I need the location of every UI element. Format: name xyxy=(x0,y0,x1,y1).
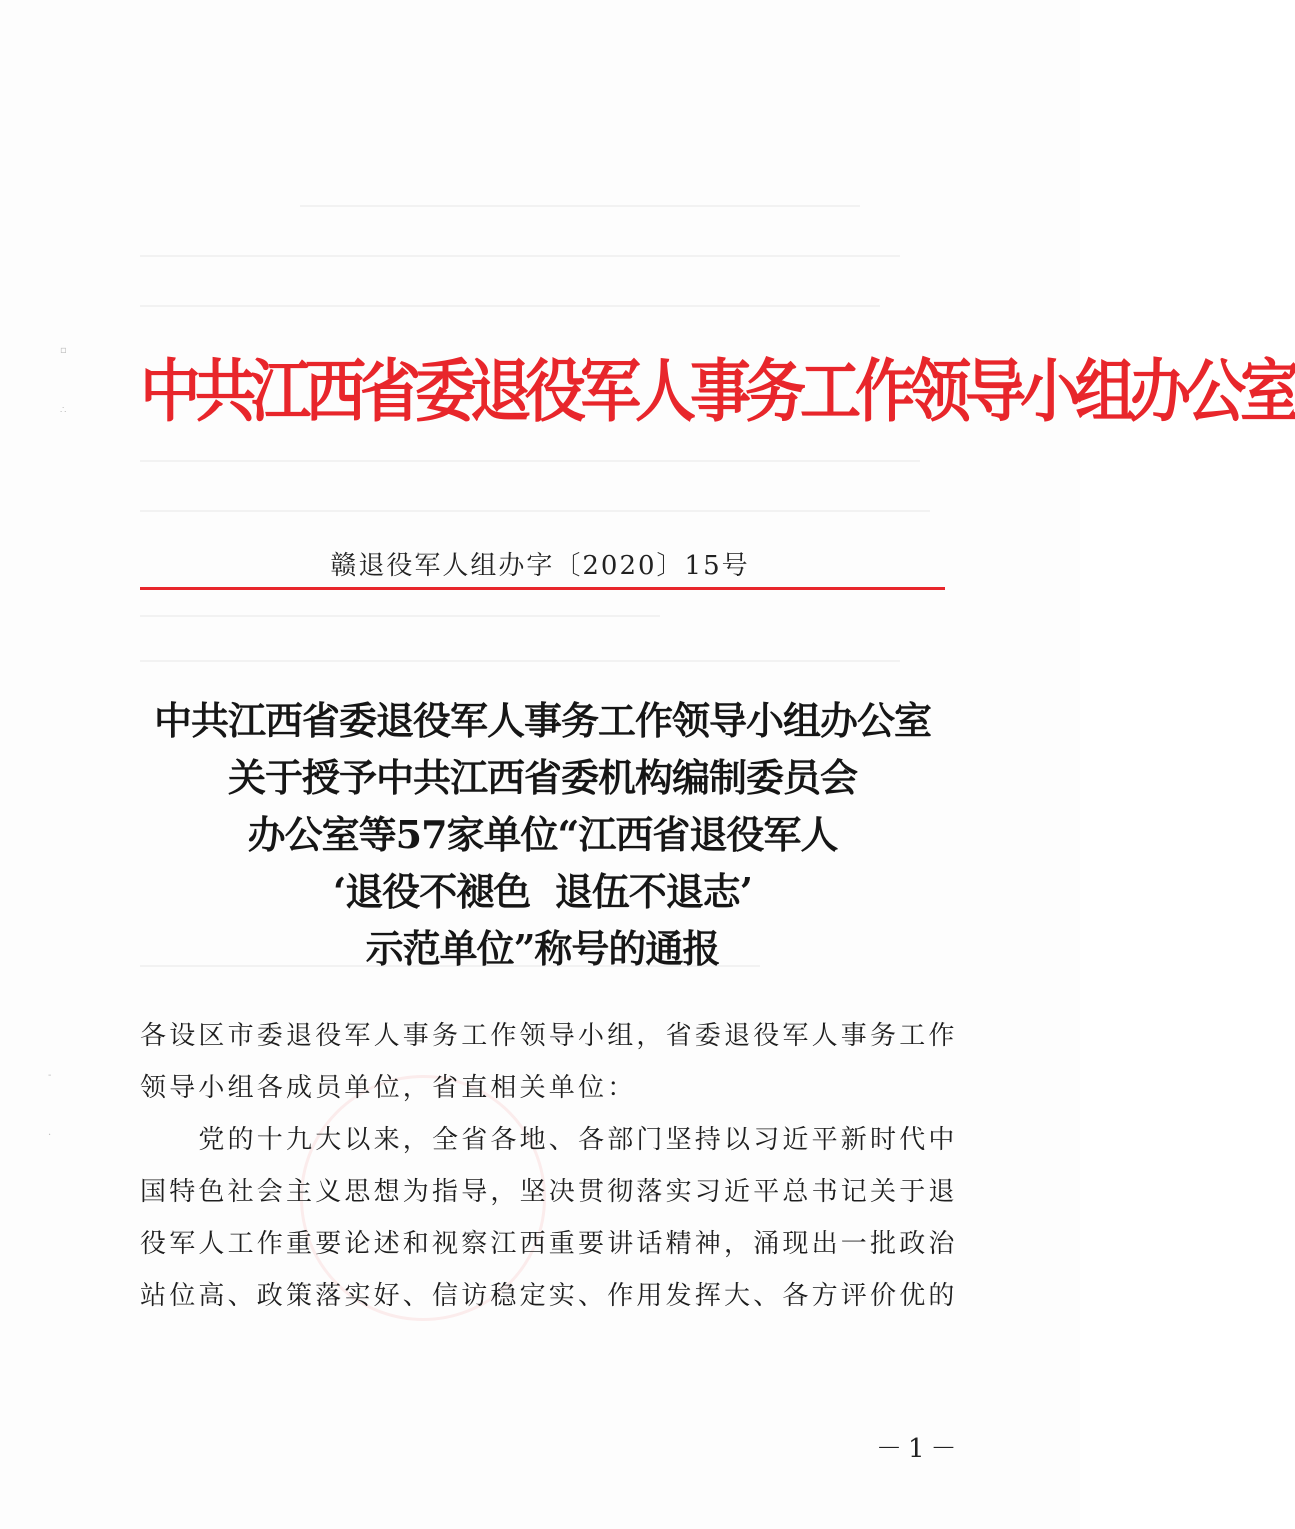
title-line: 示范单位”称号的通报 xyxy=(365,926,720,971)
document-number: 赣退役军人组办字〔2020〕15号 xyxy=(330,551,750,581)
title-line: 办公室等57家单位“江西省退役军人 xyxy=(247,812,838,857)
bleed-line xyxy=(300,205,860,207)
page-number: －1－ xyxy=(876,1434,963,1464)
title-line: ‘退役不褪色 退伍不退志’ xyxy=(333,869,752,914)
bleed-line xyxy=(140,510,930,512)
document-body xyxy=(140,1010,958,1322)
bleed-line xyxy=(140,305,880,307)
body-line: 党的十九大以来，全省各地、各部门坚持以习近平新时代中 xyxy=(140,1125,958,1155)
bleed-line xyxy=(140,460,920,462)
bleed-line xyxy=(140,255,900,257)
body-line: 各设区市委退役军人事务工作领导小组，省委退役军人事务工作 xyxy=(140,1021,958,1051)
body-line: 领导小组各成员单位，省直相关单位： xyxy=(140,1073,637,1103)
red-separator-rule xyxy=(140,587,945,590)
title-line: 中共江西省委退役军人事务工作领导小组办公室 xyxy=(153,698,931,743)
body-line: 役军人工作重要论述和视察江西重要讲话精神，涌现出一批政治 xyxy=(140,1229,958,1259)
scan-speck: ▫ xyxy=(60,345,67,356)
scan-speck: ‐ xyxy=(48,1070,52,1081)
body-line: 站位高、政策落实好、信访稳定实、作用发挥大、各方评价优的 xyxy=(140,1281,958,1311)
body-line: 国特色社会主义思想为指导，坚决贯彻落实习近平总书记关于退 xyxy=(140,1177,958,1207)
issuer-header-title: 中共江西省委退役军人事务工作领导小组办公室 xyxy=(140,352,1295,432)
bleed-line xyxy=(140,615,660,617)
title-line: 关于授予中共江西省委机构编制委员会 xyxy=(227,755,857,800)
bleed-line xyxy=(140,660,900,662)
document-title xyxy=(140,692,945,977)
scan-speck: ∴ xyxy=(60,405,67,416)
scan-speck: · xyxy=(48,1130,52,1141)
